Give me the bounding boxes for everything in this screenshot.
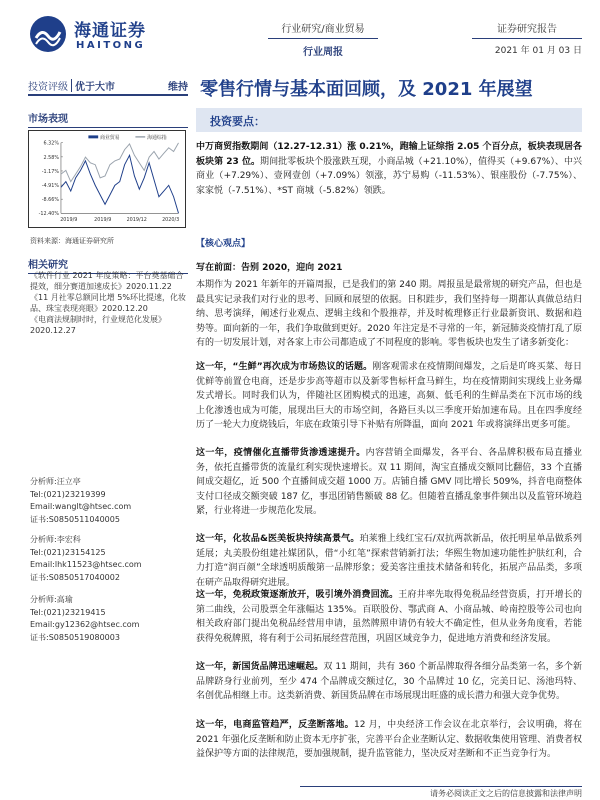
core-point-paragraph	[196, 446, 582, 519]
series-line	[61, 143, 179, 182]
analyst-tel: Tel:(021)23219415	[30, 607, 106, 617]
haitong-logo-icon	[28, 14, 68, 54]
analyst-email[interactable]: Email:gy12362@htsec.com	[30, 620, 140, 630]
rating-value: 优于大市	[75, 81, 115, 93]
rating-divider	[71, 79, 72, 92]
market-heading: 市场表现	[28, 110, 188, 128]
analyst-email[interactable]: Email:lhk11523@htsec.com	[30, 560, 142, 570]
footer-divider	[300, 786, 582, 787]
report-header	[0, 0, 600, 64]
core-point-text: 刚客观需求在疫情期间爆发，之后是吖咚买菜、每日优鲜等前置仓电商，还是步步高等超市以及新零售标杆盒马鲜生，均在疫情期间实现线上业务爆发式增长。同时我们认为，伴随社区团购模式的迅速，高频、低毛利的生鲜品类在下沉市场的线上化渗透也成为可能，展现出巨大的市场空间，各路巨头以三季度开始加速布局。且在四季度经历了一轮大力度烧钱后，年底在政策引导下补贴有所降温，面向 2021 年或将演绎出更多可能。	[196, 362, 582, 431]
x-tick-label: 2019/9	[94, 217, 112, 224]
analyst-email[interactable]: Email:wanglt@htsec.com	[30, 502, 132, 512]
core-point-lead: 这一年，免税政策逐渐放开，吸引境外消费回流。	[196, 590, 399, 600]
chart-source: 资料来源：海通证券研究所	[30, 237, 114, 245]
core-point-paragraph	[196, 660, 582, 704]
core-point-text: 内容营销全面爆发，各平台、各品牌积极布局直播业务，依托直播带货的流量红利实现快速增长。双 11 期间，淘宝直播成交额同比翻倍，33 个直播间成交超亿，近 500 个直播间成交超 1000 万。店铺自播 GMV 同比增长 509%，抖音电商整体支付口径成交额突破 187 亿，事迅团销售额破 88 亿。但随着直播乱象事件频出以及监管环境趋紧，行业将进一步规范化发展。	[196, 448, 582, 517]
market-performance-chart	[28, 130, 186, 228]
related-report-item[interactable]: 《电商法规制时时，行业规范化发展》2020.12.27	[30, 315, 166, 335]
key-points-banner	[196, 108, 582, 132]
header-category: 行业研究/商业贸易	[268, 20, 378, 39]
core-point-text: 王府井率先取得免税品经营资质，打开增长的第二曲线，公司股票全年涨幅达 135%。百联股份、鄂武商 A、小商品城、岭南控股等公司也向相关政府部门提出免税品经营用申请，虽然牌照申请仍有较大不确定性，但从业务角度看，若能获得免税牌照，将有利于公司拓展经营范围，巩固区域竞争力，促进地方消费和经济发展。	[196, 590, 582, 644]
y-tick-label: -1.17%	[41, 168, 59, 175]
analyst-tel: Tel:(021)23154125	[30, 547, 106, 557]
analyst-name: 分析师:高瑜	[30, 595, 73, 604]
core-point-lead: 这一年，疫情催化直播带货渗透速提升。	[196, 448, 366, 458]
core-point-text: 双 11 期间，共有 360 个新品牌取得各细分品类第一名，多个新品牌跻身行业前列，至少 474 个品牌成交额过亿，30 个品牌过 10 亿，完美日记、汤池玛特、名创优品相继上市。这类新消费、新国货品牌在市场展现出旺盛的成长潜力和强大竞争优势。	[196, 662, 582, 702]
analyst-cert: 证书:S0850519080003	[30, 632, 120, 642]
analyst-name: 分析师:汪立亭	[30, 477, 81, 486]
key-points-text: 期间批零板块个股涨跌互现，小商品城（+21.10%），值得买（+9.67%）、中兴商业（+7.29%）、壹网壹创（+7.09%）领涨，苏宁易购（-11.53%）、银座股份（-7.75%）、家家悦（-7.51%）、*ST 商城（-5.82%）领跌。	[196, 156, 582, 196]
rating-label: 投资评级	[28, 81, 68, 93]
key-points-paragraph	[196, 140, 582, 198]
y-tick-label: -4.91%	[41, 183, 59, 190]
core-point-paragraph	[196, 532, 582, 590]
analyst-block	[30, 534, 188, 584]
legend-label: 商业贸易	[100, 134, 120, 141]
investment-rating	[28, 76, 188, 96]
y-tick-label: -8.66%	[41, 197, 59, 204]
y-tick-label: 2.58%	[43, 154, 59, 161]
key-points-lead: 中万商贸指数期间（12.27-12.31）涨 0.21%，跑输上证综指 2.05 个百分点，板块表现居各板块第 23 位。	[196, 142, 582, 167]
core-point-lead: 这一年，“生鲜”再次成为市场热议的话题。	[196, 362, 373, 372]
header-date: 2021 年 01 月 03 日	[494, 46, 582, 56]
core-point-lead: 这一年，电商监管趋严，反垄断落地。	[196, 720, 354, 730]
analyst-name: 分析师:李宏科	[30, 535, 81, 544]
analyst-tel: Tel:(021)23219399	[30, 489, 106, 499]
core-point-lead: 这一年，化妆品&医美板块持续高景气。	[196, 534, 360, 544]
haitong-logo	[28, 10, 168, 58]
related-reports-list	[30, 270, 188, 336]
x-tick-label: 2019/12	[126, 217, 147, 224]
x-tick-label: 2020/3	[162, 217, 180, 224]
related-report-item[interactable]: 《11 月社零总额同比增 5%环比提速，化妆品、珠宝表现亮眼》2020.12.20	[30, 293, 186, 313]
header-report-block	[472, 20, 582, 56]
series-line	[61, 155, 179, 213]
footer-disclaimer: 请务必阅读正文之后的信息披露和法律声明	[430, 789, 582, 798]
x-tick-label: 2019/9	[60, 217, 78, 224]
related-report-item[interactable]: 《软件行业 2021 年度策略：平台奠基础合提效，细分赛道加速成长》2020.11.22	[30, 271, 184, 291]
analyst-cert: 证书:S0850511040005	[30, 514, 120, 524]
core-point-text: 12 月，中央经济工作会议在北京举行，会议明确，将在 2021 年强化反垄断和防止资本无序扩张，完善平台企业垄断认定、数据收集使用管理、消费者权益保护等方面的法律规范，要加强规制，提升监管能力，坚决反对垄断和不正当竞争行为。	[196, 720, 582, 760]
header-category-block	[268, 20, 378, 58]
legend-label: 海通综指	[147, 134, 167, 141]
logo-en-text: HAITONG	[76, 40, 146, 51]
core-point-lead: 这一年，新国货品牌迅速崛起。	[196, 662, 324, 672]
core-point-text: 珀莱雅上线红宝石/双抗两款新品，依托明星单品做系列延展；丸美股份组建社媒团队，借“小红笔”探索营销新打法；华熙生物加速功能性护肤红利，合力打造“润百颜”全球透明质酸第一品牌形象；爱美客注重技术储备和转化，拓展产品品类，多项在研产品取得研究进展。	[196, 534, 582, 588]
header-report-type: 证券研究报告	[472, 20, 582, 39]
core-heading: 【核心观点】	[196, 239, 251, 249]
core-point-paragraph	[196, 588, 582, 646]
y-tick-label: 6.32%	[43, 140, 59, 147]
analyst-block	[30, 476, 188, 526]
analyst-block	[30, 594, 188, 644]
related-heading: 相关研究	[28, 256, 188, 274]
report-title: 零售行情与基本面回顾，及 2021 年展望	[200, 79, 533, 100]
y-tick-label: -12.40%	[38, 211, 59, 218]
analyst-cert: 证书:S0850517040002	[30, 572, 120, 582]
header-subcategory: 行业周报	[303, 47, 343, 58]
core-intro-paragraph: 本期作为 2021 年新年的开篇周报，已是我们的第 240 期。周报虽是最常规的研究产品，但也是最具实记录我们对行业的思考、回顾和展望的依据。日积跬步，我们坚持每一期都认真做总结归纳、思考演绎，阐述行业观点、逻辑主线和个股推荐，并及时梳理修正行业最新资讯、数据和趋势等。面向新的一年，我们争取做到更好。2020 年注定是不寻常的一年，新冠肺炎疫情打乱了原有的一切发展计划，对各家上市公司都造成了不同程度的影响。零售板块也发生了诸多新变化：	[196, 280, 582, 349]
core-point-paragraph	[196, 360, 582, 433]
core-point-paragraph	[196, 718, 582, 762]
rating-action: 维持	[168, 81, 188, 93]
key-points-heading: 投资要点：	[210, 115, 265, 128]
logo-cn-text: 海通证券	[74, 21, 146, 41]
core-subheading: 写在前面：告别 2020，迎向 2021	[196, 263, 343, 273]
